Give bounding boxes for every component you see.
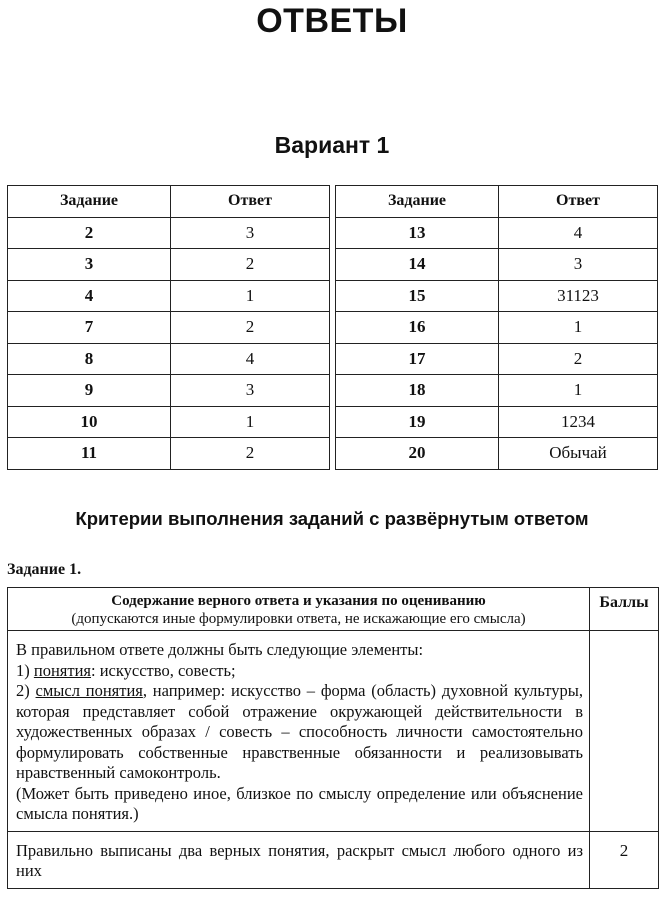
- answer-cell: 31123: [499, 280, 658, 312]
- header-task: Задание: [8, 186, 171, 218]
- answer-cell: 2: [499, 343, 658, 375]
- answer-cell: 3: [171, 217, 330, 249]
- criteria-content-cell: [8, 631, 590, 832]
- task-number-cell: 2: [8, 217, 171, 249]
- answer-cell: 4: [499, 217, 658, 249]
- task-number-cell: 15: [336, 280, 499, 312]
- task-label: Задание 1.: [7, 561, 82, 578]
- criteria-header-score: Баллы: [590, 588, 659, 631]
- table-row: [336, 249, 658, 281]
- item1-rest: : искусство, совесть;: [91, 660, 236, 680]
- table-row: [336, 438, 658, 470]
- task-number-cell: 17: [336, 343, 499, 375]
- criteria-score-row: [8, 831, 659, 888]
- table-header-row: [8, 186, 330, 218]
- task-number-cell: 13: [336, 217, 499, 249]
- task-number-cell: 10: [8, 406, 171, 438]
- variant-title: Вариант 1: [274, 132, 390, 158]
- answer-cell: 2: [171, 312, 330, 344]
- task-number-cell: 4: [8, 280, 171, 312]
- answer-cell: 1: [171, 406, 330, 438]
- answer-cell: 1: [499, 312, 658, 344]
- answer-cell: 4: [171, 343, 330, 375]
- criteria-header-sub: (допускаются иные формулировки ответа, не искажающие его смысла): [71, 611, 526, 627]
- table-row: [336, 406, 658, 438]
- task-number-cell: 16: [336, 312, 499, 344]
- table-row: [336, 343, 658, 375]
- header-task: Задание: [336, 186, 499, 218]
- criteria-item-2: [16, 681, 583, 784]
- criteria-content-row: [8, 631, 659, 832]
- item2-prefix: 2): [16, 681, 36, 700]
- table-row: [8, 438, 330, 470]
- criteria-header-main: Содержание верного ответа и указания по оцениванию: [111, 593, 486, 609]
- criteria-score-text: Правильно выписаны два верных понятия, раскрыт смысл любого одного из них: [8, 831, 590, 888]
- item2-rest: , например: искусство – форма (область) духовной культуры, которая представляет собой отражение окружающей действительности в художественных образах / совесть – способность личности самостоятельно формулировать собственные нравственные обязанности и реализовывать нравственный самоконтроль.: [16, 681, 583, 782]
- task-number-cell: 18: [336, 375, 499, 407]
- answer-cell: 2: [171, 249, 330, 281]
- table-row: [8, 406, 330, 438]
- page-title: ОТВЕТЫ: [256, 2, 408, 40]
- table-row: [336, 280, 658, 312]
- table-row: [336, 312, 658, 344]
- table-row: [8, 249, 330, 281]
- table-row: [8, 343, 330, 375]
- answers-table-left: [7, 185, 330, 470]
- task-number-cell: 11: [8, 438, 171, 470]
- answer-cell: 3: [171, 375, 330, 407]
- task-number-cell: 8: [8, 343, 171, 375]
- item2-term: смысл понятия: [35, 681, 143, 700]
- task-number-cell: 20: [336, 438, 499, 470]
- criteria-note: (Может быть приведено иное, близкое по смыслу определение или объяснение смысла понятия.): [16, 783, 583, 823]
- criteria-header-row: [8, 588, 659, 631]
- table-row: [336, 217, 658, 249]
- task-number-cell: 9: [8, 375, 171, 407]
- criteria-score-value: 2: [590, 831, 659, 888]
- table-header-row: [336, 186, 658, 218]
- task-number-cell: 14: [336, 249, 499, 281]
- answers-table-right: [335, 185, 658, 470]
- answer-cell: 1: [171, 280, 330, 312]
- task-number-cell: 7: [8, 312, 171, 344]
- item1-prefix: 1): [16, 660, 34, 680]
- criteria-content-score-cell: [590, 631, 659, 832]
- answer-cell: 1234: [499, 406, 658, 438]
- criteria-title: Критерии выполнения заданий с развёрнутым ответом: [75, 508, 589, 529]
- table-row: [336, 375, 658, 407]
- criteria-header-content: [8, 588, 590, 631]
- item1-term: понятия: [33, 660, 92, 680]
- task-number-cell: 3: [8, 249, 171, 281]
- criteria-item-1: [16, 661, 583, 682]
- answer-cell: 1: [499, 375, 658, 407]
- table-row: [8, 312, 330, 344]
- table-row: [8, 280, 330, 312]
- answer-cell: 2: [171, 438, 330, 470]
- answer-cell: Обычай: [499, 438, 658, 470]
- criteria-intro: В правильном ответе должны быть следующие элементы:: [16, 640, 424, 659]
- task-number-cell: 19: [336, 406, 499, 438]
- criteria-table: [7, 587, 659, 889]
- answer-cell: 3: [499, 249, 658, 281]
- header-answer: Ответ: [499, 186, 658, 218]
- table-row: [8, 217, 330, 249]
- header-answer: Ответ: [171, 186, 330, 218]
- table-row: [8, 375, 330, 407]
